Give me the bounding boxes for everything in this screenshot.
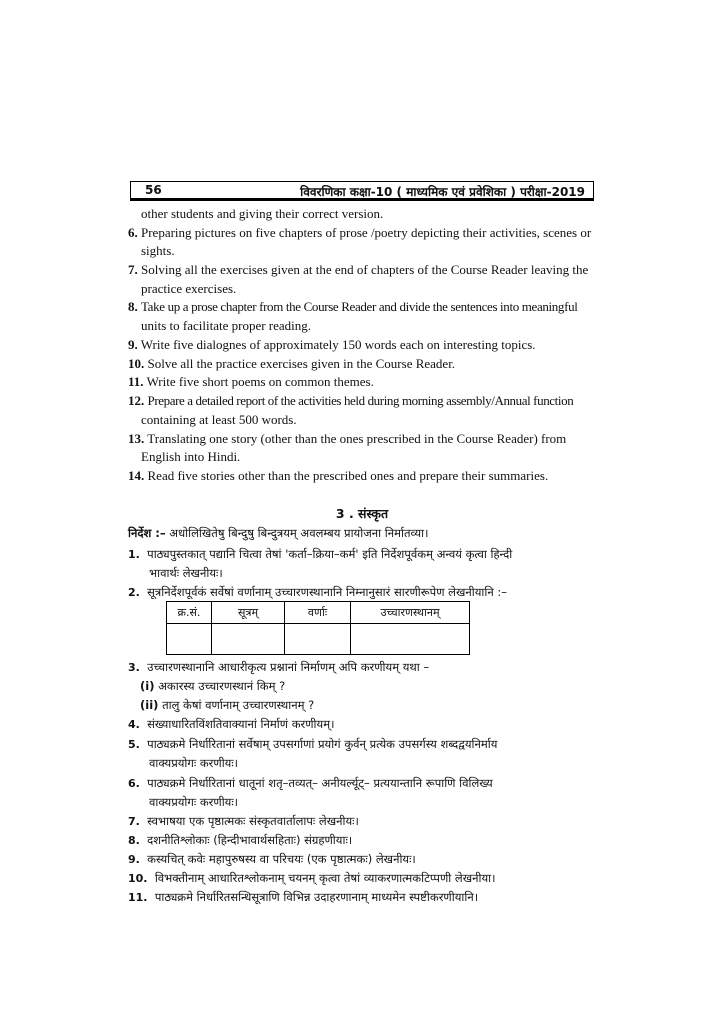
list-item: other students and giving their correct version. [141, 206, 384, 221]
table-header: क्र.सं. [167, 602, 212, 624]
list-item: 10. विभक्तीनाम् आधारितश्लोकनाम् चयनम् कृत्वा तेषां व्याकरणात्मकटिप्पणी लेखनीया। [128, 871, 496, 885]
list-item: 8. दशनीतिश्लोकाः (हिन्दीभावार्थसहिताः) संग्रहणीयाः। [128, 833, 353, 847]
list-item-continuation: वाक्यप्रयोगः करणीयः। [149, 756, 239, 770]
list-item-continuation: भावार्थः लेखनीयः। [149, 566, 223, 580]
list-item: 2. सूत्रनिर्देशपूर्वकं सर्वेषां वर्णानाम् उच्चारणस्थानानि निम्नानुसारं सारणीरूपेण लेखनीयानि :– [128, 585, 508, 599]
header-title: विवरणिका कक्षा-10 ( माध्यमिक एवं प्रवेशिका ) परीक्षा-2019 [300, 185, 585, 199]
table-header: वर्णाः [285, 602, 351, 624]
list-item-continuation: practice exercises. [141, 281, 237, 296]
list-item: 8. Take up a prose chapter from the Course Reader and divide the sentences into meaningful [128, 299, 578, 314]
pronunciation-table [166, 601, 470, 655]
instruction-label: निर्देश :– [128, 526, 166, 540]
instruction [128, 524, 428, 542]
page-number: 56 [145, 183, 162, 197]
list-item: 11. पाठ्यक्रमे निर्धारितसन्धिसूत्राणि विभिन्न उदाहरणानाम् माध्यमेन स्पष्टीकरणीयानि। [128, 890, 479, 904]
list-item-continuation: units to facilitate proper reading. [141, 318, 312, 333]
list-item-continuation: sights. [141, 243, 175, 258]
table-header: सूत्रम् [212, 602, 285, 624]
example-item: (ii) तालु केषां वर्णानाम् उच्चारणस्थानम् ? [140, 698, 315, 712]
table-cell [212, 624, 285, 655]
list-item: 1. पाठ्यपुस्तकात् पद्यानि चित्वा तेषां 'कर्ता–क्रिया–कर्म' इति निर्देशपूर्वकम् अन्वयं कृत्वा हिन्दी [128, 547, 513, 561]
list-item-continuation: वाक्यप्रयोगः करणीयः। [149, 795, 239, 809]
list-item: 12. Prepare a detailed report of the activities held during morning assembly/Annual function [128, 393, 574, 408]
list-item: 6. Preparing pictures on five chapters of prose /poetry depicting their activities, scenes or [128, 225, 592, 240]
example-item: (i) अकारस्य उच्चारणस्थानं किम् ? [140, 679, 286, 693]
list-item: 7. Solving all the exercises given at the end of chapters of the Course Reader leaving the [128, 262, 589, 277]
list-item: 10. Solve all the practice exercises given in the Course Reader. [128, 356, 456, 371]
table-cell [167, 624, 212, 655]
instruction-text: अधोलिखितेषु बिन्दुषु बिन्दुत्रयम् अवलम्बय प्रायोजना निर्मातव्या। [169, 526, 429, 540]
list-item-continuation: English into Hindi. [141, 449, 241, 464]
table-header: उच्चारणस्थानम् [351, 602, 470, 624]
list-item: 14. Read five stories other than the prescribed ones and prepare their summaries. [128, 468, 549, 483]
list-item: 5. पाठ्यक्रमे निर्धारितानां सर्वेषाम् उपसर्गाणां प्रयोगं कुर्वन् प्रत्येक उपसर्गस्य शब्दद्वयनिर्माय [128, 737, 498, 751]
list-item: 3. उच्चारणस्थानानि आधारीकृत्य प्रश्नानां निर्माणम् अपि करणीयम् यथा – [128, 660, 430, 674]
list-item: 11. Write five short poems on common themes. [128, 374, 374, 389]
table-cell [351, 624, 470, 655]
list-item-continuation: containing at least 500 words. [141, 412, 297, 427]
list-item: 6. पाठ्यक्रमे निर्धारितानां धातूनां शतृ–तव्यत्– अनीयर्ल्यूट्– प्रत्ययान्तानि रूपाणि विलिख्य [128, 776, 493, 790]
list-item: 9. कस्यचित् कवेः महापुरुषस्य वा परिचयः (एक पृष्ठात्मकः) लेखनीयः। [128, 852, 416, 866]
list-item: 7. स्वभाषया एक पृष्ठात्मकः संस्कृतवार्तालापः लेखनीयः। [128, 814, 359, 828]
table-cell [285, 624, 351, 655]
list-item: 13. Translating one story (other than the ones prescribed in the Course Reader) from [128, 431, 567, 446]
list-item: 4. संख्याधारितविंशतिवाक्यानां निर्माणं करणीयम्। [128, 717, 335, 731]
section-title: 3 . संस्कृत [335, 506, 389, 521]
page-header [130, 181, 594, 201]
list-item: 9. Write five dialognes of approximately 150 words each on interesting topics. [128, 337, 536, 352]
